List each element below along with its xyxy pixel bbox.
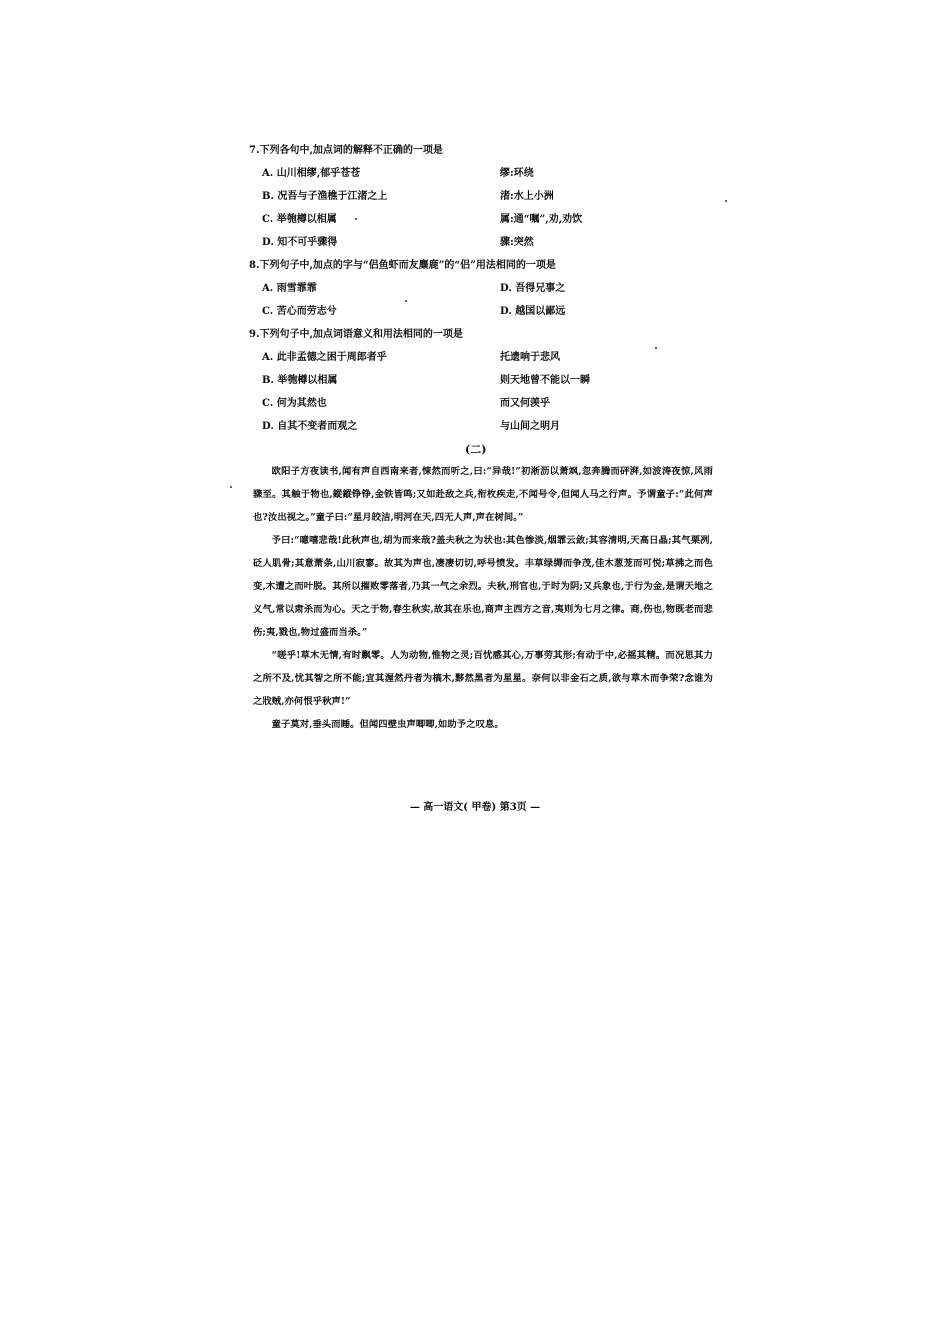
q7-option-a-gloss: 缪:环绕 — [500, 168, 534, 179]
passage — [253, 460, 713, 736]
scan-speck — [355, 218, 357, 220]
q9-option-d: D. 自其不变者而观之 — [262, 421, 358, 432]
passage-paragraph-1: 欧阳子方夜读书,闻有声自西南来者,悚然而听之,曰:“异哉!”初淅沥以萧飒,忽奔腾而砰湃,如波涛夜惊,风雨骤至。其触于物也,鏦鏦铮铮,金铁皆鸣;又如赴敌之兵,衔枚疾走,不闻号令,但闻人马之行声。予谓童子:“此何声也?汝出视之。”童子曰:“星月皎洁,明河在天,四无人声,声在树间。” — [253, 466, 713, 523]
q9-option-b: B. 举匏樽以相属 — [262, 375, 338, 386]
scan-speck — [725, 200, 727, 202]
q9-stem: 9.下列句子中,加点词语意义和用法相同的一项是 — [249, 329, 463, 340]
q7-option-b: B. 况吾与子渔樵于江渚之上 — [262, 191, 388, 202]
passage-paragraph-3: “嗟乎!草木无情,有时飘零。人为动物,惟物之灵;百忧感其心,万事劳其形;有动于中,必摇其精。而况思其力之所不及,忧其智之所不能;宜其渥然丹者为槁木,黟然黑者为星星。奈何以非金石之质,欲与草木而争荣?念谁为之戕贼,亦何恨乎秋声!” — [253, 650, 713, 707]
section-title: (二) — [465, 443, 487, 456]
scan-speck — [655, 347, 657, 349]
q9-option-b-pair: 则天地曾不能以一瞬 — [500, 375, 590, 386]
q9-option-a: A. 此非孟德之困于周郎者乎 — [262, 352, 387, 363]
passage-paragraph-4: 童子莫对,垂头而睡。但闻四壁虫声唧唧,如助予之叹息。 — [271, 719, 504, 730]
q8-option-b: D. 吾得兄事之 — [500, 283, 566, 294]
passage-paragraph-2: 予曰:“噫嘻悲哉!此秋声也,胡为而来哉?盖夫秋之为状也:其色惨淡,烟霏云敛;其容清明,天高日晶;其气栗冽,砭人肌骨;其意萧条,山川寂寥。故其为声也,凄凄切切,呼号愤发。丰草绿缛而争茂,佳木葱茏而可悦;草拂之而色变,木遭之而叶脱。其所以摧败零落者,乃其一气之余烈。夫秋,刑官也,于时为阴;又兵象也,于行为金,是谓天地之义气,常以肃杀而为心。天之于物,春生秋实,故其在乐也,商声主西方之音,夷则为七月之律。商,伤也,物既老而悲伤;夷,戮也,物过盛而当杀。” — [253, 535, 713, 638]
page-footer: — 高一语文( 甲卷) 第3页 — — [409, 802, 541, 813]
q7-option-c-gloss: 属:通“嘱”,劝,劝饮 — [500, 214, 583, 225]
q8-option-c: C. 苦心而劳志兮 — [262, 306, 337, 317]
scan-speck — [405, 300, 407, 302]
q7-option-a: A. 山川相缪,郁乎苍苍 — [262, 168, 361, 179]
q9-option-a-pair: 托遗响于悲风 — [500, 352, 560, 363]
q7-option-c: C. 举匏樽以相属 — [262, 214, 337, 225]
q7-option-d: D. 知不可乎骤得 — [262, 237, 338, 248]
q8-option-d: D. 越国以鄙远 — [500, 306, 566, 317]
q9-option-d-pair: 与山间之明月 — [500, 421, 560, 432]
q7-option-d-gloss: 骤:突然 — [500, 237, 534, 248]
q7-option-b-gloss: 渚:水上小洲 — [500, 191, 554, 202]
q8-stem: 8.下列句子中,加点的字与“侣鱼虾而友麋鹿”的“侣”用法相同的一项是 — [249, 260, 556, 271]
scan-speck — [230, 486, 232, 488]
q9-option-c-pair: 而又何羡乎 — [500, 398, 550, 409]
q7-stem: 7.下列各句中,加点词的解释不正确的一项是 — [249, 145, 443, 156]
q9-option-c: C. 何为其然也 — [262, 398, 327, 409]
q8-option-a: A. 雨雪霏霏 — [262, 283, 317, 294]
